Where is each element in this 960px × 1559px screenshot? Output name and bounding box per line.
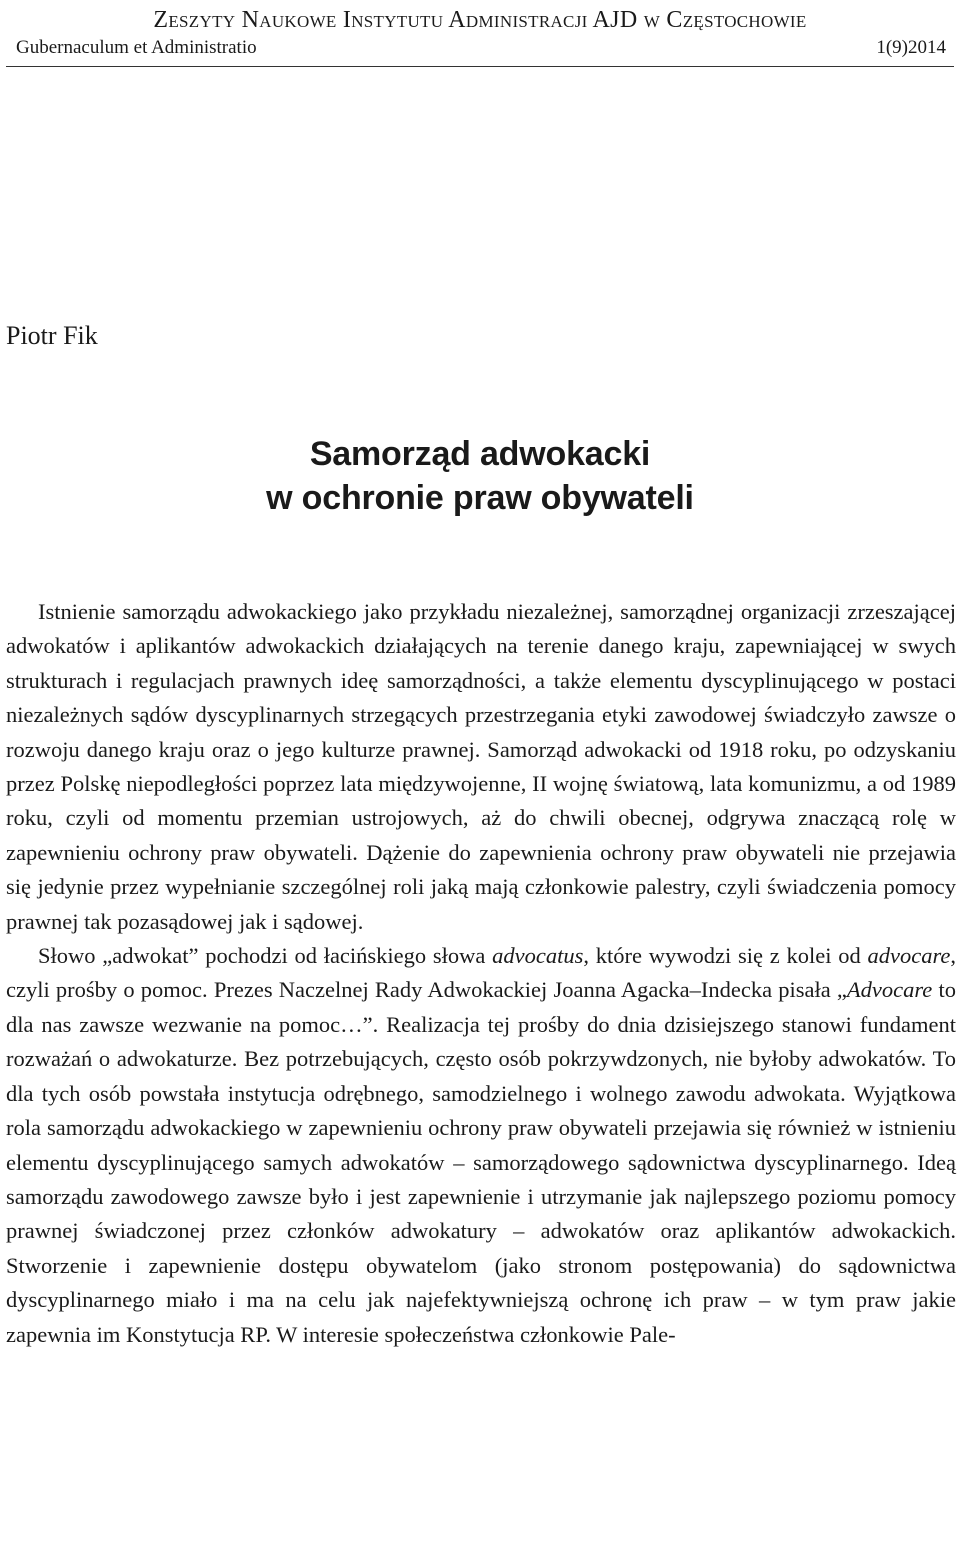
article-body [6,595,956,1352]
journal-header [6,0,954,67]
paragraph-text: Istnienie samorządu adwokackiego jako przykładu niezależnej, samorządnej organizacji zrzeszającej adwokatów i aplikantów adwokackich działających na terenie danego kraju, zapewniającej w swych strukturach i regulacjach prawnych ideę samorządności, a także elementu dyscyplinującego w postaci niezależnych sądów dyscyplinarnych strzegących przestrzegania etyki zawodowej świadczyło zawsze o rozwoju danego kraju oraz o jego kulturze prawnej. Samorząd adwokacki od 1918 roku, po odzyskaniu przez Polskę niepodległości poprzez lata międzywojenne, II wojnę światową, lata komunizmu, a od 1989 roku, czyli od momentu przemian ustrojowych, aż do chwili obecnej, odgrywa znaczącą rolę w zapewnieniu ochrony praw obywateli. Dążenie do zapewnienia ochrony praw obywateli nie przejawia się jedynie przez wypełnianie szczególnej roli jaką mają członkowie palestry, czyli świadczenia pomocy prawnej tak pozasądowej jak i sądowej. [6,599,956,934]
article-title-line-1: Samorząd adwokacki [309,435,651,473]
paragraph-text: , które wywodzi się z kolei od [583,943,868,969]
body-paragraph [6,939,956,1352]
italic-term: advocare [867,943,951,969]
italic-term: Advocare [846,977,933,1003]
author-name: Piotr Fik [6,321,98,350]
journal-name: Zeszyty Naukowe Instytutu Administracji AJD w Częstochowie [153,7,807,33]
body-paragraph [6,595,956,939]
paragraph-text: to dla nas zawsze wezwanie na pomoc…”. Realizacja tej prośby do dnia dzisiejszego stanowi fundament rozważań o adwokaturze. Bez potrzebujących, często osób pokrzywdzonych, nie byłoby adwokatów. To dla tych osób powstała instytucja odrębnego, samodzielnego i wolnego zawodu adwokata. Wyjątkowa rola samorządu adwokackiego w zapewnieniu ochrony praw obywateli przejawia się również w istnieniu elementu dyscyplinującego samych adwokatów – samorządowego sądownictwa dyscyplinarnego. Ideą samorządu zawodowego zawsze było i jest zapewnienie i utrzymanie jak najlepszego poziomu pomocy prawnej świadczonej przez członków adwokatury – adwokatów oraz aplikantów adwokackich. Stworzenie i zapewnienie dostępu obywatelom (jako stronom postępowania) do sądownictwa dyscyplinarnego miało i ma na celu jak najefektywniejszą ochronę ich praw – w tym praw jakie zapewnia im Konstytucja RP. W interesie społeczeństwa członkowie Pale- [6,977,956,1347]
journal-subheader [6,36,954,67]
issue-number: 1(9)2014 [876,37,946,58]
series-title: Gubernaculum et Administratio [16,37,257,58]
article-title-line-2: w ochronie praw obywateli [266,479,694,517]
paragraph-text: , czyli prośby o pomoc. Prezes Naczelnej Rady Adwokackiej Joanna Agacka–Indecka pisała „ [6,943,956,1003]
paragraph-text: Słowo „adwokat” pochodzi od łacińskiego słowa [38,943,493,969]
italic-term: advocatus [492,943,584,969]
article-title [0,432,960,520]
